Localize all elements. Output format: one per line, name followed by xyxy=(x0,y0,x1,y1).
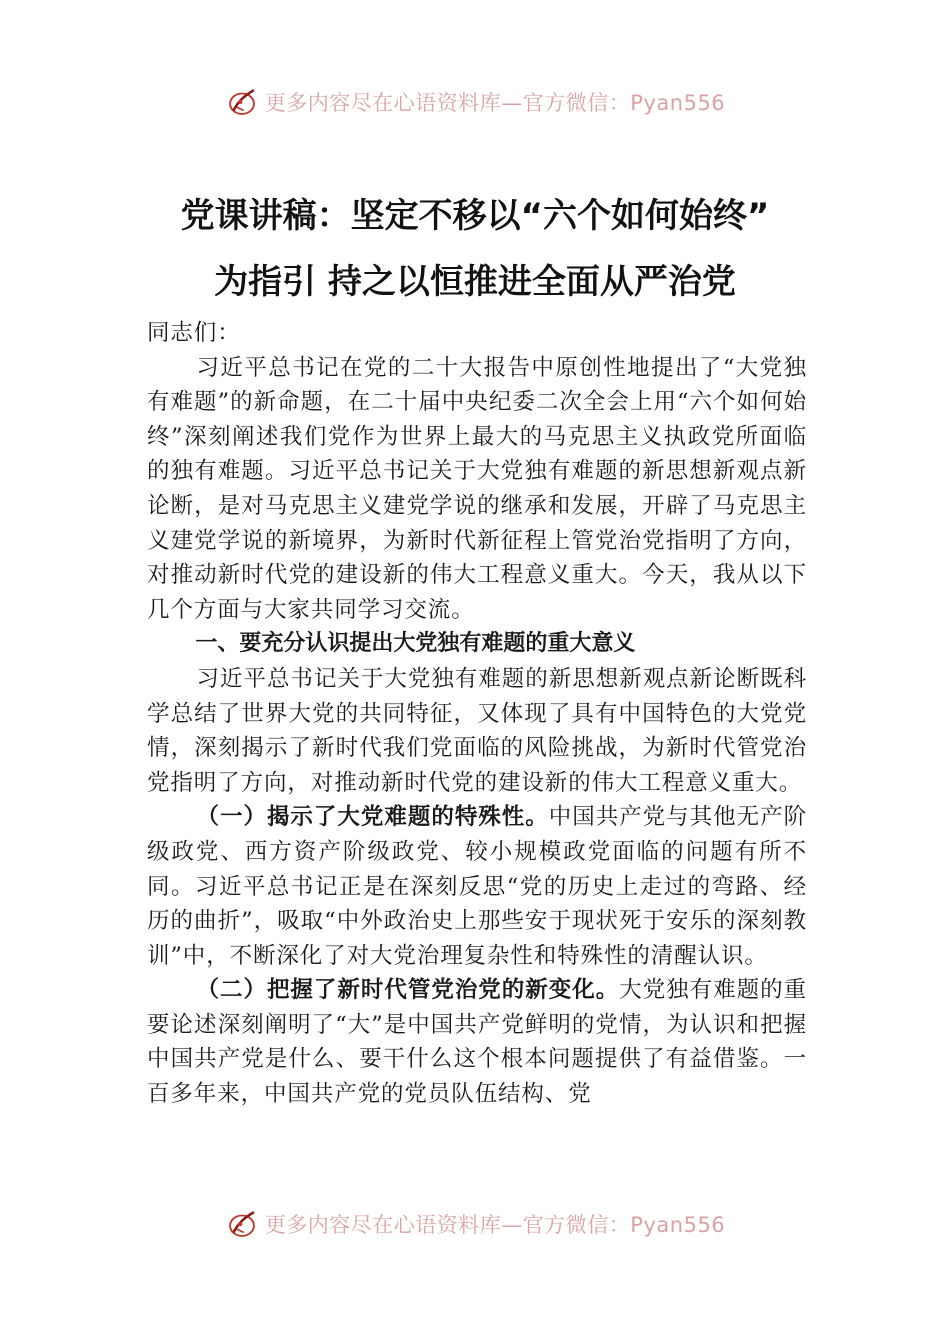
document-title-line2: 为指引 持之以恒推进全面从严治党 xyxy=(214,262,736,302)
document-title-line1: 党课讲稿：坚定不移以“六个如何始终” xyxy=(180,196,770,236)
salutation: 同志们： xyxy=(147,320,241,346)
section-heading-1: 一、要充分认识提出大党独有难题的重大意义 xyxy=(195,631,636,657)
subsection-2-text: 大党独有难题的重要论述深刻阐明了“大”是中国共产党鲜明的党情，为认识和把握中国共产党是什么、要干什么这个根本问题提供了有益借鉴。一百多年来，中国共产党的党员队伍结构、党 xyxy=(147,977,808,1108)
header-watermark xyxy=(0,82,950,122)
subsection-1-heading: （一）揭示了大党难题的特殊性。 xyxy=(196,804,549,831)
document-body xyxy=(147,316,807,1112)
footer-watermark xyxy=(0,1204,950,1244)
subsection-1 xyxy=(147,800,807,973)
pen-logo-icon xyxy=(225,85,259,119)
subsection-2 xyxy=(147,973,807,1111)
subsection-2-heading: （二）把握了新时代管党治党的新变化。 xyxy=(196,977,620,1004)
subsection-1-text: 中国共产党与其他无产阶级政党、西方资产阶级政党、较小规模政党面临的问题有所不同。习近平总书记正是在深刻反思“党的历史上走过的弯路、经历的曲折”，吸取“中外政治史上那些安于现状死于安乐的深刻教训”中，不断深化了对大党治理复杂性和特殊性的清醒认识。 xyxy=(147,804,807,969)
section1-paragraph: 习近平总书记关于大党独有难题的新思想新观点新论断既科学总结了世界大党的共同特征，又体现了具有中国特色的大党党情，深刻揭示了新时代我们党面临的风险挑战，为新时代管党治党指明了方向，对推动新时代党的建设新的伟大工程意义重大。 xyxy=(147,665,807,796)
pen-logo-icon xyxy=(225,1207,259,1241)
intro-paragraph: 习近平总书记在党的二十大报告中原创性地提出了“大党独有难题”的新命题，在二十届中央纪委二次全会上用“六个如何始终”深刻阐述我们党作为世界上最大的马克思主义执政党所面临的独有难题。习近平总书记关于大党独有难题的新思想新观点新论断，是对马克思主义建党学说的继承和发展，开辟了马克思主义建党学说的新境界，为新时代新征程上管党治党指明了方向，对推动新时代党的建设新的伟大工程意义重大。今天，我从以下几个方面与大家共同学习交流。 xyxy=(147,354,807,623)
watermark-text: 更多内容尽在心语资料库—官方微信：Pyan556 xyxy=(264,91,726,115)
watermark-text: 更多内容尽在心语资料库—官方微信：Pyan556 xyxy=(264,1213,726,1237)
